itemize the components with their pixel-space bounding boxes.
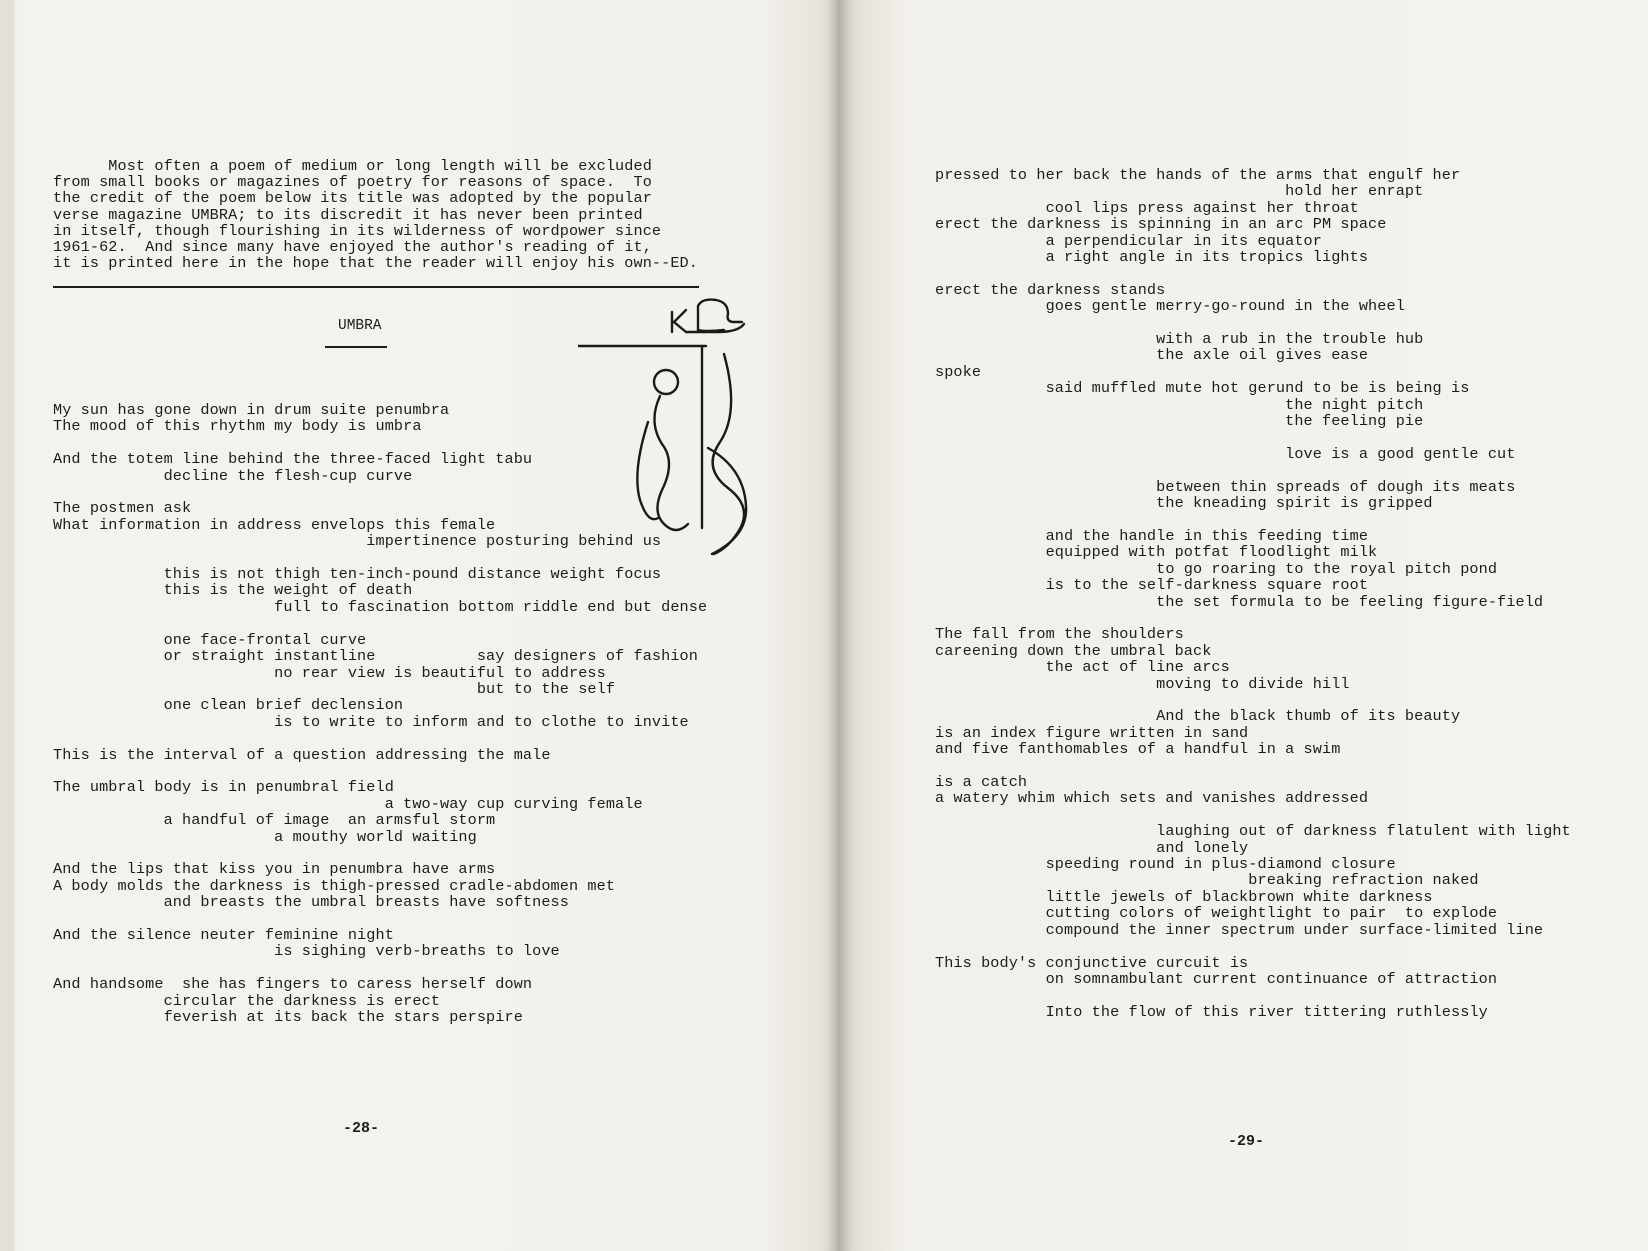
poem-title: UMBRA [338,318,382,334]
page-number-right: -29- [1228,1133,1265,1150]
book-gutter [828,0,850,1251]
page-edge [0,0,14,1251]
title-underline [325,346,387,348]
right-page [838,0,1648,1251]
umbra-logo-mark [672,300,744,332]
editor-introduction: Most often a poem of medium or long length will be excluded from small books or magazines of poetry for reasons of space. To the credit of the poem below its title was adopted by the popular verse magazine UMBRA; to its discredit it has never been printed in itself, though flourishing in its wilderness of wordpower since 1961-62. And since many have enjoyed the author's reading of it, it is printed here in the hope that the reader will enjoy his own--ED. [53,157,698,273]
poem-text-right: pressed to her back the hands of the arms that engulf her hold her enrapt cool lips press against her throat erect the darkness is spinning in an arc PM space a perpendicular in its equator a right angle in its tropics lights erect the darkness stands goes gentle merry-go-round in the wheel with a rub in the trouble hub the axle oil gives ease spoke said muffled mute hot gerund to be is being is the night pitch the feeling pie love is a good gentle cut between thin spreads of dough its meats the kneading spirit is gripped and the handle in this feeding time equipped with potfat floodlight milk to go roaring to the royal pitch pond is to the self-darkness square root the set formula to be feeling figure-field The fall from the shoulders careening down the umbral back the act of line arcs moving to divide hill And the black thumb of its beauty is an index figure written in sand and five fanthomables of a handful in a swim is a catch a watery whim which sets and vanishes addressed laughing out of darkness flatulent with light and lonely speeding round in plus-diamond closure breaking refraction naked little jewels of blackbrown white darkness cutting colors of weightlight to pair to explode compound the inner spectrum under surface-limited line This body's conjunctive curcuit is on somnambulant current continuance of attraction Into the flow of this river tittering ruthlessly [935,166,1571,1021]
page-number-left: -28- [343,1120,380,1137]
poem-text-left: My sun has gone down in drum suite penumbra The mood of this rhythm my body is umbra And the totem line behind the three-faced light tabu decline the flesh-cup curve The postmen ask What information in address envelops this female impertinence posturing behind us this is not thigh ten-inch-pound distance weight focus this is the weight of death full to fascination bottom riddle end but dense one face-frontal curve or straight instantline say designers of fashion no rear view is beautiful to address but to the self one clean brief declension is to write to inform and to clothe to invite This is the interval of a question addressing the male The umbral body is in penumbral field a two-way cup curving female a handful of image an armsful storm a mouthy world waiting And the lips that kiss you in penumbra have arms A body molds the darkness is thigh-pressed cradle-abdomen met and breasts the umbral breasts have softness And the silence neuter feminine night is sighing verb-breaths to love And handsome she has fingers to caress herself down circular the darkness is erect feverish at its back the stars perspire [53,401,708,1027]
section-rule [53,286,699,288]
